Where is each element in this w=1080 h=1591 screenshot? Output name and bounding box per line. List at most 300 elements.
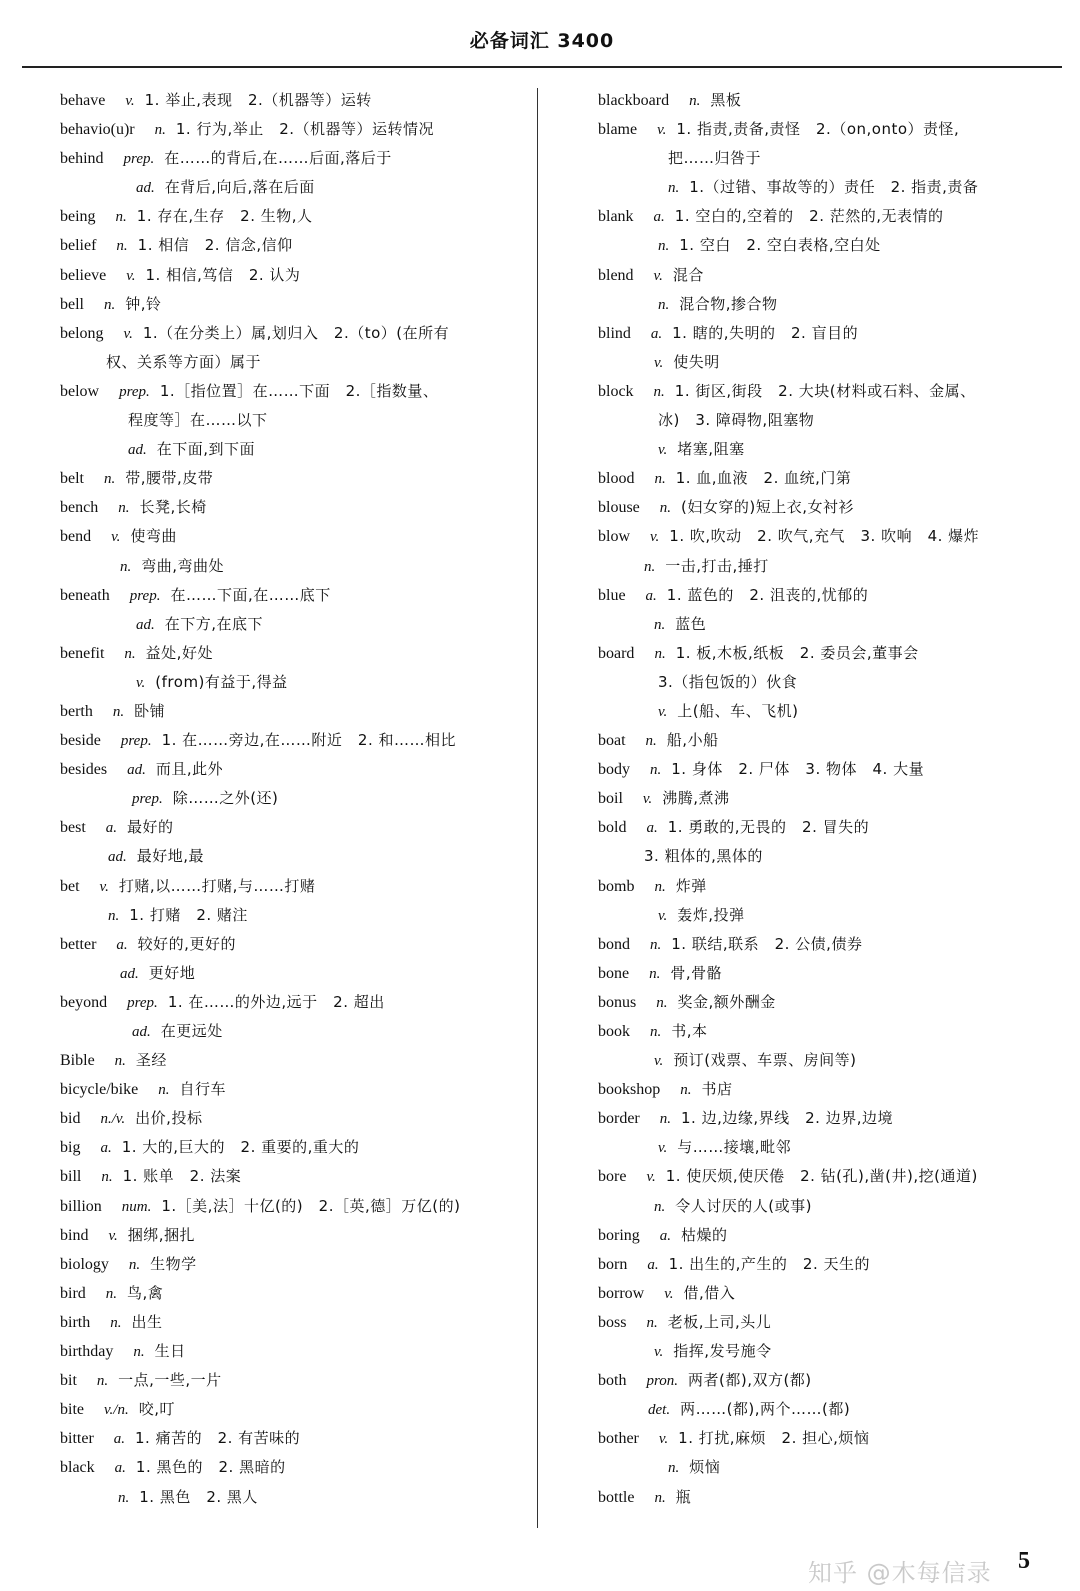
definition: 1. 蓝色的 2. 沮丧的,忧郁的: [666, 585, 869, 604]
part-of-speech: v.: [654, 1344, 664, 1361]
definition: 圣经: [135, 1051, 167, 1070]
dictionary-entry-line: [60, 901, 530, 930]
part-of-speech: n.: [650, 1024, 662, 1040]
definition: 把……归咎于: [668, 149, 762, 168]
headword: boring: [598, 1226, 640, 1244]
part-of-speech: n.: [118, 500, 130, 517]
column-divider: [537, 88, 538, 1528]
dictionary-entry-line: [60, 377, 530, 406]
definition: 沸腾,煮沸: [662, 789, 730, 808]
headword: Bible: [60, 1052, 95, 1070]
part-of-speech: n.: [658, 296, 670, 313]
definition: 上(船、车、飞机): [677, 701, 799, 720]
definition: 1. 空白 2. 空白表格,空白处: [679, 236, 881, 255]
part-of-speech: n.: [114, 1053, 126, 1070]
dictionary-entry-line: [60, 319, 530, 348]
dictionary-entry-line: [60, 552, 530, 581]
dictionary-entry-line: [598, 1250, 1060, 1279]
part-of-speech: n.: [659, 1111, 672, 1128]
definition: (妇女穿的)短上衣,女衬衫: [681, 498, 855, 517]
part-of-speech: v.: [136, 674, 146, 691]
part-of-speech: ad.: [136, 616, 155, 633]
dictionary-entry-line: [60, 1250, 530, 1279]
dictionary-entry-line: [60, 610, 530, 639]
part-of-speech: n.: [646, 1314, 658, 1331]
definition: 在下方,在底下: [164, 614, 264, 633]
headword: believe: [60, 266, 107, 284]
dictionary-entry-line: [598, 435, 1060, 464]
definition: 出价,投标: [135, 1109, 203, 1128]
part-of-speech: n.: [650, 936, 662, 953]
definition: 在背后,向后,落在后面: [164, 178, 315, 197]
headword: billion: [60, 1197, 102, 1215]
headword: blank: [598, 208, 634, 226]
dictionary-entry-line: [60, 581, 530, 610]
page-title: 必备词汇 3400: [469, 30, 615, 52]
headword: blouse: [598, 499, 640, 517]
dictionary-entry-line: [60, 261, 530, 290]
headword: belt: [60, 470, 84, 488]
definition: 程度等］在……以下: [128, 411, 268, 430]
headword: biology: [60, 1255, 109, 1273]
dictionary-entry-line: [60, 1221, 530, 1250]
part-of-speech: n.: [654, 616, 666, 633]
headword: blind: [598, 324, 631, 342]
part-of-speech: a.: [113, 1431, 126, 1448]
page-header: [22, 0, 1062, 68]
headword: blood: [598, 470, 635, 488]
headword: benefit: [60, 644, 105, 662]
definition: 1. 痛苦的 2. 有苦味的: [135, 1429, 301, 1448]
headword: boil: [598, 790, 623, 808]
part-of-speech: n.: [120, 558, 132, 575]
dictionary-entry-line: [60, 842, 530, 871]
definition: 1. 黑色的 2. 黑暗的: [135, 1458, 286, 1477]
definition: 1. 打扰,麻烦 2. 担心,烦恼: [678, 1429, 870, 1448]
definition: 书店: [701, 1080, 733, 1099]
headword: berth: [60, 702, 93, 720]
definition: 在……下面,在……底下: [170, 585, 331, 604]
part-of-speech: n.: [650, 762, 662, 779]
headword: blue: [598, 586, 626, 604]
part-of-speech: a.: [114, 1460, 126, 1477]
dictionary-entry-line: [60, 1046, 530, 1075]
headword: bitter: [60, 1430, 94, 1448]
headword: bench: [60, 499, 99, 517]
part-of-speech: n.: [108, 907, 120, 924]
dictionary-entry-line: [598, 261, 1060, 290]
part-of-speech: a.: [650, 325, 663, 342]
part-of-speech: v.: [99, 878, 109, 895]
dictionary-entry-line: [60, 1192, 530, 1221]
definition: 奖金,额外酬金: [677, 992, 776, 1011]
headword: both: [598, 1372, 627, 1390]
dictionary-entry-line: [60, 1366, 530, 1395]
dictionary-entry-line: [598, 552, 1060, 581]
part-of-speech: v./n.: [104, 1402, 129, 1419]
dictionary-entry-line: [60, 493, 530, 522]
definition: 最好地,最: [136, 847, 205, 866]
definition: 1.（在分类上）属,划归入 2.（to）(在所有: [142, 323, 450, 342]
headword: belief: [60, 237, 97, 255]
part-of-speech: v.: [657, 122, 667, 139]
dictionary-entry-line: [60, 1395, 530, 1424]
dictionary-entry-line: [60, 144, 530, 173]
part-of-speech: prep.: [123, 151, 155, 168]
dictionary-entry-line: [60, 639, 530, 668]
definition: 骨,骨骼: [670, 963, 723, 982]
definition: 1.［指位置］在……下面 2.［指数量、: [159, 381, 439, 400]
definition: 生日: [154, 1342, 186, 1361]
part-of-speech: prep.: [132, 791, 163, 808]
dictionary-entry-line: [598, 581, 1060, 610]
part-of-speech: v.: [123, 325, 133, 342]
definition: 书,本: [671, 1022, 708, 1040]
headword: bonus: [598, 993, 637, 1011]
definition: 一点,一些,一片: [118, 1371, 222, 1390]
definition: 3.（指包饭的）伙食: [658, 672, 798, 691]
headword: behave: [60, 92, 106, 109]
definition: 蓝色: [675, 614, 707, 633]
headword: border: [598, 1110, 640, 1128]
dictionary-entry-line: [598, 319, 1060, 348]
part-of-speech: n.: [653, 383, 665, 400]
headword: better: [60, 935, 97, 953]
dictionary-entry-line: [598, 377, 1060, 406]
dictionary-entry-line: [598, 464, 1060, 493]
dictionary-entry-line: [60, 1483, 530, 1512]
part-of-speech: ad.: [127, 762, 146, 779]
part-of-speech: n.: [96, 1373, 109, 1390]
part-of-speech: v.: [108, 1227, 118, 1244]
part-of-speech: ad.: [128, 442, 147, 459]
headword: born: [598, 1255, 628, 1273]
part-of-speech: a.: [645, 587, 657, 604]
definition: 轰炸,投弹: [677, 905, 745, 924]
dictionary-entry-line: [60, 1133, 530, 1162]
definition: 1. 身体 2. 尸体 3. 物体 4. 大量: [671, 760, 925, 779]
definition: 1. 指责,责备,责怪 2.（on,onto）责怪,: [676, 120, 960, 139]
definition: 权、关系等方面）属于: [106, 352, 262, 371]
dictionary-entry-line: [60, 115, 530, 144]
part-of-speech: n.: [654, 645, 666, 662]
dictionary-entry-line: [598, 231, 1060, 260]
definition: 黑板: [710, 91, 742, 109]
part-of-speech: n.: [654, 878, 666, 895]
headword: bottle: [598, 1488, 635, 1506]
dictionary-entry-line: [598, 1424, 1060, 1453]
page-number: 5: [1018, 1548, 1030, 1574]
dictionary-entry-line: [598, 610, 1060, 639]
part-of-speech: n.: [680, 1082, 692, 1099]
headword: beyond: [60, 993, 108, 1011]
headword: below: [60, 382, 100, 400]
dictionary-entry-line: [598, 1046, 1060, 1075]
headword: blame: [598, 121, 638, 139]
dictionary-entry-line: [598, 930, 1060, 959]
dictionary-entry-line: [598, 988, 1060, 1017]
definition: 1. 相信,笃信 2. 认为: [145, 265, 301, 284]
headword: bore: [598, 1168, 627, 1186]
part-of-speech: v.: [658, 1140, 668, 1157]
watermark: 知乎 @木每信录: [808, 1559, 992, 1587]
definition: 在……的背后,在……后面,落后于: [164, 149, 392, 168]
definition: 1. 举止,表现 2.（机器等）运转: [144, 91, 372, 109]
dictionary-entry-line: [60, 959, 530, 988]
definition: 堵塞,阻塞: [677, 440, 745, 459]
right-column: [598, 86, 1060, 1512]
part-of-speech: a.: [105, 820, 118, 837]
headword: bind: [60, 1226, 89, 1244]
definition: 1. 相信 2. 信念,信仰: [137, 236, 293, 255]
dictionary-entry-line: [60, 1017, 530, 1046]
part-of-speech: n.: [124, 645, 136, 662]
dictionary-entry-line: [598, 173, 1060, 202]
headword: belong: [60, 324, 104, 342]
headword: besides: [60, 761, 108, 779]
definition: 借,借入: [683, 1283, 736, 1302]
definition: 1. 瞎的,失明的 2. 盲目的: [672, 323, 859, 342]
dictionary-entry-line: [598, 1337, 1060, 1366]
definition: 1. 联结,联系 2. 公债,债券: [671, 934, 863, 953]
headword: birth: [60, 1313, 91, 1331]
dictionary-entry-line: [60, 697, 530, 726]
definition: 1. 在……的外边,远于 2. 超出: [167, 992, 385, 1011]
dictionary-entry-line: [598, 813, 1060, 842]
definition: 混合物,掺合物: [679, 294, 778, 313]
headword: beside: [60, 732, 101, 750]
headword: bend: [60, 528, 92, 546]
definition: 卧铺: [134, 701, 166, 720]
headword: book: [598, 1023, 630, 1040]
dictionary-entry-line: [598, 726, 1060, 755]
dictionary-entry-line: [598, 493, 1060, 522]
definition: 1. 边,边缘,界线 2. 边界,边境: [681, 1109, 893, 1128]
headword: borrow: [598, 1284, 645, 1302]
definition: 最好的: [127, 818, 174, 837]
part-of-speech: ad.: [120, 965, 139, 982]
dictionary-entry-line: [60, 290, 530, 319]
headword: being: [60, 208, 96, 226]
part-of-speech: n.: [128, 1256, 141, 1273]
dictionary-entry-line: [598, 290, 1060, 319]
part-of-speech: n.: [689, 93, 701, 109]
headword: bit: [60, 1372, 77, 1390]
dictionary-entry-line: [598, 1395, 1060, 1424]
definition: 1. 账单 2. 法案: [122, 1167, 242, 1186]
part-of-speech: n.: [658, 238, 670, 255]
part-of-speech: prep.: [119, 383, 150, 400]
part-of-speech: n.: [112, 703, 125, 720]
headword: bold: [598, 819, 627, 837]
part-of-speech: n.: [656, 994, 668, 1011]
definition: 在更远处: [160, 1022, 223, 1040]
part-of-speech: a.: [659, 1227, 672, 1244]
definition: 冰) 3. 障碍物,阻塞物: [658, 411, 815, 430]
headword: bother: [598, 1430, 639, 1448]
part-of-speech: v.: [125, 93, 135, 109]
part-of-speech: pron.: [646, 1373, 678, 1390]
definition: 而且,此外: [155, 760, 224, 779]
headword: bet: [60, 877, 80, 895]
part-of-speech: a.: [100, 1140, 112, 1157]
dictionary-entry-line: [60, 173, 530, 202]
definition: 1. 吹,吹动 2. 吹气,充气 3. 吹响 4. 爆炸: [669, 527, 980, 546]
definition: 较好的,更好的: [137, 934, 236, 953]
dictionary-entry-line: [60, 1162, 530, 1191]
dictionary-entry-line: [60, 1424, 530, 1453]
definition: 除……之外(还): [172, 789, 279, 808]
definition: 带,腰带,皮带: [125, 469, 214, 488]
headword: block: [598, 382, 634, 400]
dictionary-entry-line: [598, 202, 1060, 231]
definition: 两……(都),两个……(都): [680, 1400, 851, 1419]
part-of-speech: n.: [649, 965, 661, 982]
dictionary-entry-line: [598, 784, 1060, 813]
definition: 瓶: [675, 1487, 692, 1506]
dictionary-entry-line: [60, 464, 530, 493]
part-of-speech: v.: [658, 1431, 669, 1448]
dictionary-entry-line: [598, 1453, 1060, 1482]
definition: 1. 街区,街段 2. 大块(材料或石料、金属、: [674, 381, 976, 400]
definition: 使失明: [673, 352, 720, 371]
dictionary-entry-line: [60, 784, 530, 813]
part-of-speech: v.: [111, 529, 121, 546]
dictionary-entry-line: [60, 435, 530, 464]
part-of-speech: v.: [658, 703, 668, 720]
dictionary-entry-line: [598, 755, 1060, 784]
part-of-speech: n.: [101, 1169, 113, 1186]
dictionary-entry-line: [598, 1221, 1060, 1250]
definition: 生物学: [150, 1254, 197, 1273]
definition: 1. 血,血液 2. 血统,门第: [675, 469, 852, 488]
definition: 1. 黑色 2. 黑人: [139, 1487, 258, 1506]
definition: 枯燥的: [681, 1225, 728, 1244]
dictionary-entry-line: [598, 1279, 1060, 1308]
dictionary-entry-line: [60, 1075, 530, 1104]
definition: 与……接壤,毗邻: [677, 1138, 792, 1157]
headword: black: [60, 1459, 95, 1477]
headword: board: [598, 644, 635, 662]
dictionary-entry-line: [60, 872, 530, 901]
part-of-speech: v.: [654, 1053, 664, 1070]
dictionary-entry-line: [598, 697, 1060, 726]
definition: 益处,好处: [145, 643, 213, 662]
definition: 1. 打赌 2. 赌注: [129, 905, 248, 924]
part-of-speech: v.: [654, 354, 664, 371]
dictionary-entry-line: [60, 86, 530, 115]
definition: (from)有益于,得益: [155, 672, 288, 691]
dictionary-entry-line: [60, 668, 530, 697]
part-of-speech: n.: [154, 122, 166, 139]
definition: 老板,上司,头儿: [667, 1312, 772, 1331]
dictionary-entry-line: [60, 726, 530, 755]
headword: bid: [60, 1110, 81, 1128]
dictionary-entry-line: [60, 813, 530, 842]
definition: 钟,铃: [125, 294, 162, 313]
definition: 指挥,发号施令: [673, 1342, 772, 1361]
definition: 两者(都),双方(都): [687, 1371, 812, 1390]
dictionary-entry-line: [598, 1308, 1060, 1337]
definition: 船,小船: [666, 731, 719, 750]
definition: 1. 在……旁边,在……附近 2. 和……相比: [161, 731, 457, 750]
dictionary-entry-line: [598, 406, 1060, 435]
dictionary-entry-line: [598, 1075, 1060, 1104]
headword: blackboard: [598, 92, 670, 109]
headword: birthday: [60, 1343, 114, 1361]
dictionary-entry-line: [598, 1104, 1060, 1133]
part-of-speech: ad.: [108, 849, 127, 866]
part-of-speech: v.: [642, 791, 653, 808]
part-of-speech: a.: [653, 209, 665, 226]
part-of-speech: n.: [654, 1198, 666, 1215]
part-of-speech: prep.: [127, 994, 158, 1011]
part-of-speech: n./v.: [100, 1111, 126, 1128]
part-of-speech: n.: [645, 733, 657, 750]
headword: bird: [60, 1284, 86, 1302]
definition: 出生: [131, 1312, 163, 1331]
part-of-speech: n.: [654, 1489, 666, 1506]
headword: boss: [598, 1313, 627, 1331]
dictionary-entry-line: [598, 1017, 1060, 1046]
dictionary-entry-line: [598, 959, 1060, 988]
headword: behavio(u)r: [60, 121, 135, 139]
dictionary-entry-line: [60, 348, 530, 377]
headword: best: [60, 819, 86, 837]
dictionary-entry-line: [598, 639, 1060, 668]
part-of-speech: num.: [121, 1198, 152, 1215]
headword: bite: [60, 1401, 84, 1419]
part-of-speech: n.: [158, 1082, 170, 1099]
definition: 1. 板,木板,纸板 2. 委员会,董事会: [675, 643, 919, 662]
headword: bone: [598, 964, 630, 982]
headword: bomb: [598, 877, 635, 895]
part-of-speech: a.: [116, 936, 128, 953]
dictionary-entry-line: [60, 755, 530, 784]
left-column: [60, 86, 530, 1512]
dictionary-entry-line: [598, 522, 1060, 551]
part-of-speech: a.: [647, 1256, 659, 1273]
definition: 更好地: [148, 963, 196, 982]
part-of-speech: n.: [105, 1285, 118, 1302]
definition: 使弯曲: [130, 527, 177, 546]
dictionary-entry-line: [60, 1308, 530, 1337]
dictionary-entry-line: [60, 406, 530, 435]
dictionary-entry-line: [60, 1279, 530, 1308]
dictionary-entry-line: [598, 1483, 1060, 1512]
dictionary-entry-line: [598, 668, 1060, 697]
definition: 1. 空白的,空着的 2. 茫然的,无表情的: [674, 207, 944, 226]
headword: beneath: [60, 586, 110, 604]
dictionary-entry-line: [60, 988, 530, 1017]
definition: 1. 出生的,产生的 2. 天生的: [668, 1254, 871, 1273]
dictionary-entry-line: [598, 144, 1060, 173]
dictionary-entry-line: [598, 348, 1060, 377]
definition: 3. 粗体的,黑体的: [644, 847, 763, 866]
definition: 1. 大的,巨大的 2. 重要的,重大的: [121, 1138, 360, 1157]
part-of-speech: ad.: [136, 180, 155, 197]
part-of-speech: v.: [653, 267, 663, 284]
dictionary-entry-line: [60, 202, 530, 231]
dictionary-entry-line: [598, 86, 1060, 115]
part-of-speech: n.: [133, 1344, 145, 1361]
headword: bicycle/bike: [60, 1081, 139, 1099]
part-of-speech: n.: [110, 1314, 122, 1331]
dictionary-entry-line: [60, 1337, 530, 1366]
headword: blow: [598, 528, 630, 546]
dictionary-entry-line: [598, 901, 1060, 930]
part-of-speech: n.: [115, 209, 127, 226]
